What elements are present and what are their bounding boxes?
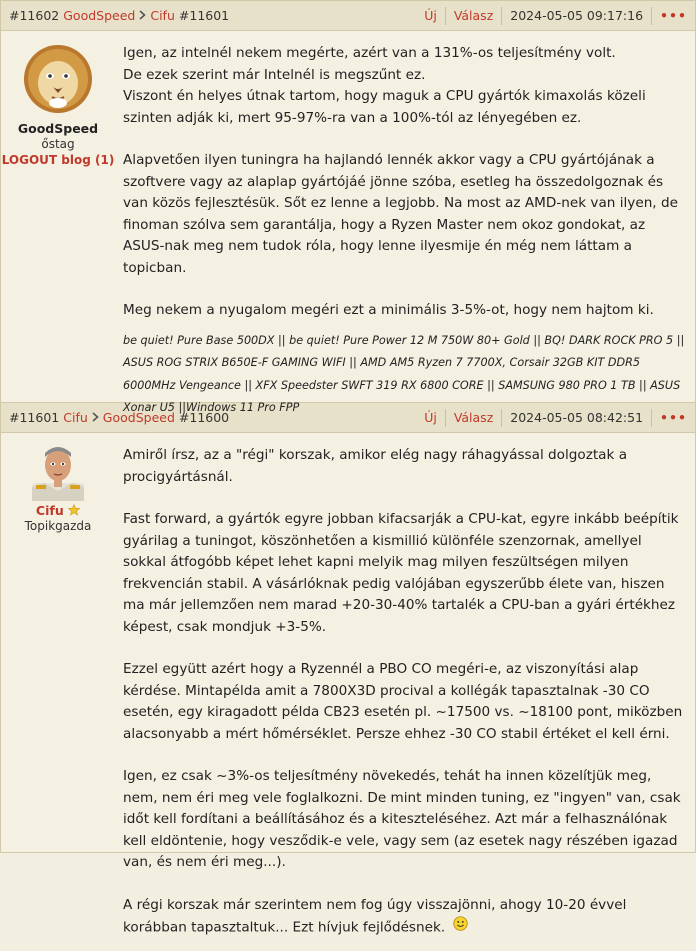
chevron-right-icon <box>139 9 146 23</box>
post-paragraph: Igen, ez csak ~3%-os teljesítmény növekedés, tehát ha innen közelítjük meg, nem, nem éri meg vele foglalkozni. De mint minden tuning, ez "ingyen" van, csak időt kell fordítani a beállításához és a kiteszteléséhez. Azt már a felhasználónak kell eldöntenie, hogy vesződik-e vele, vagy sem (az esetek nagy részében igazad van, és nem éri meg...). <box>123 768 681 870</box>
post-11602 <box>0 0 696 414</box>
author-link[interactable]: Cifu <box>63 410 88 425</box>
post-number[interactable]: #11601 <box>9 410 60 425</box>
smiley-icon <box>453 916 468 939</box>
post-paragraph-last <box>123 895 687 939</box>
post-paragraph: Meg nekem a nyugalom megéri ezt a minimális 3-5%-ot, hogy nem hajtom ki. <box>123 302 654 318</box>
post-11601 <box>0 403 696 936</box>
post-number[interactable]: #11602 <box>9 8 60 23</box>
post-paragraph: Amiről írsz, az a "régi" korszak, amikor elég nagy ráhagyással dolgoztak a procigyártásnál. <box>123 447 628 485</box>
author-link[interactable]: GoodSpeed <box>63 8 136 23</box>
reply-to-post-link[interactable]: #11601 <box>178 8 230 23</box>
author-panel <box>1 31 115 432</box>
author-name[interactable]: Cifu <box>35 503 64 518</box>
post-content <box>115 433 695 951</box>
author-name[interactable]: GoodSpeed <box>17 121 99 136</box>
post-header <box>1 1 695 31</box>
author-rank: Topikgazda <box>24 519 92 533</box>
author-name-row <box>1 503 115 518</box>
signature: be quiet! Pure Base 500DX || be quiet! Pure Power 12 M 750W 80+ Gold || BQ! DARK ROCK PRO 5 || ASUS ROG STRIX B650E-F GAMING WIFI || AMD AM5 Ryzen 7 7700X, Corsair 32GB KIT DDR5 6000MHz Vengeance || XFX Speedster SWFT 319 RX 6800 CORE || SAMSUNG 980 PRO 1 TB || ASUS Xonar U5 ||Windows 11 Pro FPP <box>123 333 685 414</box>
avatar[interactable] <box>28 443 88 501</box>
post-content <box>115 31 695 432</box>
post-paragraph: Igen, az intelnél nekem megérte, azért van a 131%-os teljesítmény volt. De ezek szerint már Intelnél is megszűnt ez. Viszont én helyes útnak tartom, hogy maguk a CPU gyártók kimaxolás közeli szinten adják ki, mert 95-97%-ra van a 100%-tól az lényegében ez. <box>123 45 646 126</box>
reply-button[interactable]: Válasz <box>453 8 494 23</box>
reply-to-user-link[interactable]: Cifu <box>150 8 175 23</box>
author-blog-link[interactable]: LOGOUT blog (1) <box>1 153 115 167</box>
more-menu-button[interactable]: ••• <box>660 410 687 425</box>
post-paragraph: Fast forward, a gyártók egyre jobban kifacsarják a CPU-kat, egyre inkább beépítik gyárilag a tuningot, köszönhetően a kismillió különféle szenzornak, amellyel sokkal átfogóbb képet lehet kapni melyik mag milyen feszültségen milyen frekvencián stabil. A vásárlóknak pedig valójában egyszerűbb élete van, hiszen ma már jellemzően nem marad +20-30-40% tartalék a CPU-ban a gyári értékhez képest, csak mondjuk +3-5%. <box>123 511 679 635</box>
reply-button[interactable]: Válasz <box>453 410 494 425</box>
post-paragraph: Ezzel együtt azért hogy a Ryzennél a PBO CO megéri-e, az viszonyítási alap kérdése. Mintapélda amit a 7800X3D procival a kollégák tapasztalnak -30 CO esetén, egy kiragadott példa CB23 esetén pl. ~17500 vs. ~18100 pont, miközben alacsonyabb a mért hőmérséklet. Persze ehhez -30 CO stabil értéket el kell érni. <box>123 661 683 742</box>
new-button[interactable]: Új <box>424 8 437 23</box>
post-date[interactable]: 2024-05-05 09:17:16 <box>510 8 644 23</box>
new-button[interactable]: Új <box>424 410 437 425</box>
post-paragraph: Alapvetően ilyen tuningra ha hajlandó lennék akkor vagy a CPU gyártójának a szoftvere vagy az alaplap gyártójáé jönne szóba, esetleg ha összedolgoznak és van közös fejlesztésük. Sőt ez lenne a legjobb. Na most az AMD-nek van ilyen, de finoman szólva sem garantálja, hogy a Ryzen Master nem okoz gondokat, az ASUS-nak meg nem tudok róla, hogy lenne ilyesmije én még nem láttam a topicban. <box>123 152 678 276</box>
chevron-right-icon <box>92 411 99 425</box>
author-rank: őstag <box>41 137 75 151</box>
reply-to-user-link[interactable]: GoodSpeed <box>102 410 175 425</box>
post-paragraph: A régi korszak már szerintem nem fog úgy visszajönni, ahogy 10-20 évvel korábban tapasztaltuk... Ezt hívjuk fejlődésnek. <box>123 896 627 936</box>
avatar[interactable] <box>19 41 97 119</box>
star-icon <box>68 503 80 518</box>
author-panel <box>1 433 115 951</box>
reply-to-post-link[interactable]: #11600 <box>178 410 230 425</box>
more-menu-button[interactable]: ••• <box>660 8 687 23</box>
post-date[interactable]: 2024-05-05 08:42:51 <box>510 410 644 425</box>
